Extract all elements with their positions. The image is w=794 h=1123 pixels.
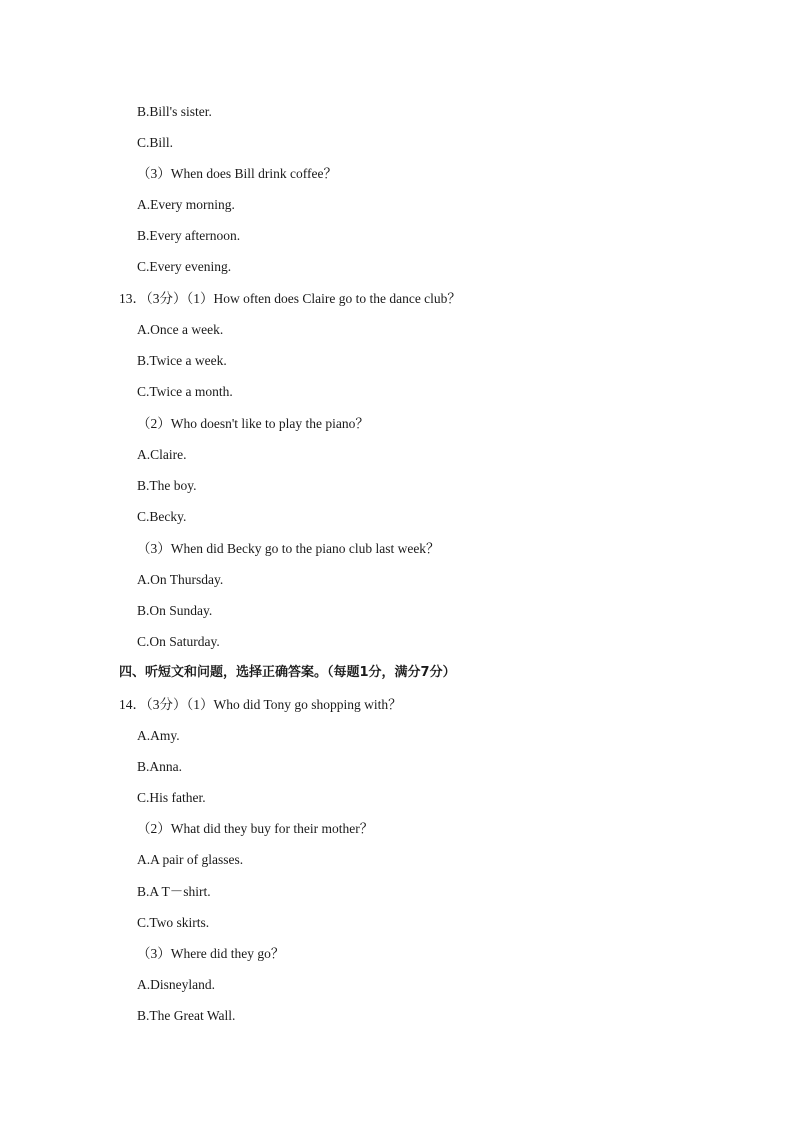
option-a-disneyland: A.Disneyland. — [137, 977, 215, 992]
option-c-becky: C.Becky. — [137, 509, 187, 524]
option-a-claire: A.Claire. — [137, 447, 187, 462]
option-a-once-a-week: A.Once a week. — [137, 322, 224, 337]
question-13-3: （3）When did Becky go to the piano club last week？ — [137, 541, 440, 556]
question-14-1: 14．（3分）（1）Who did Tony go shopping with？ — [119, 697, 402, 712]
option-b-the-great-wall: B.The Great Wall. — [137, 1008, 236, 1023]
question-14-3: （3）Where did they go？ — [137, 946, 285, 961]
section-4-heading: 四、听短文和问题，选择正确答案。（每题1分，满分7分） — [119, 665, 456, 680]
option-c-bill: C.Bill. — [137, 135, 174, 150]
option-b-bills-sister: B.Bill's sister. — [137, 104, 212, 119]
option-b-the-boy: B.The boy. — [137, 478, 197, 493]
option-c-two-skirts: C.Two skirts. — [137, 915, 210, 930]
option-b-every-afternoon: B.Every afternoon. — [137, 228, 241, 243]
option-c-every-evening: C.Every evening. — [137, 259, 232, 274]
option-b-on-sunday: B.On Sunday. — [137, 603, 213, 618]
option-a-on-thursday: A.On Thursday. — [137, 572, 224, 587]
question-14-2: （2）What did they buy for their mother？ — [137, 821, 374, 836]
question-12-3: （3）When does Bill drink coffee？ — [137, 166, 337, 181]
option-c-his-father: C.His father. — [137, 790, 206, 805]
question-13-1: 13．（3分）（1）How often does Claire go to the dance club？ — [119, 291, 461, 306]
option-b-t-shirt: B.A T－shirt. — [137, 884, 211, 899]
option-c-on-saturday: C.On Saturday. — [137, 634, 220, 649]
option-b-twice-a-week: B.Twice a week. — [137, 353, 227, 368]
option-a-every-morning: A.Every morning. — [137, 197, 235, 212]
question-13-2: （2）Who doesn't like to play the piano？ — [137, 416, 369, 431]
option-b-anna: B.Anna. — [137, 759, 182, 774]
option-c-twice-a-month: C.Twice a month. — [137, 384, 233, 399]
option-a-pair-of-glasses: A.A pair of glasses. — [137, 852, 244, 867]
option-a-amy: A.Amy. — [137, 728, 180, 743]
